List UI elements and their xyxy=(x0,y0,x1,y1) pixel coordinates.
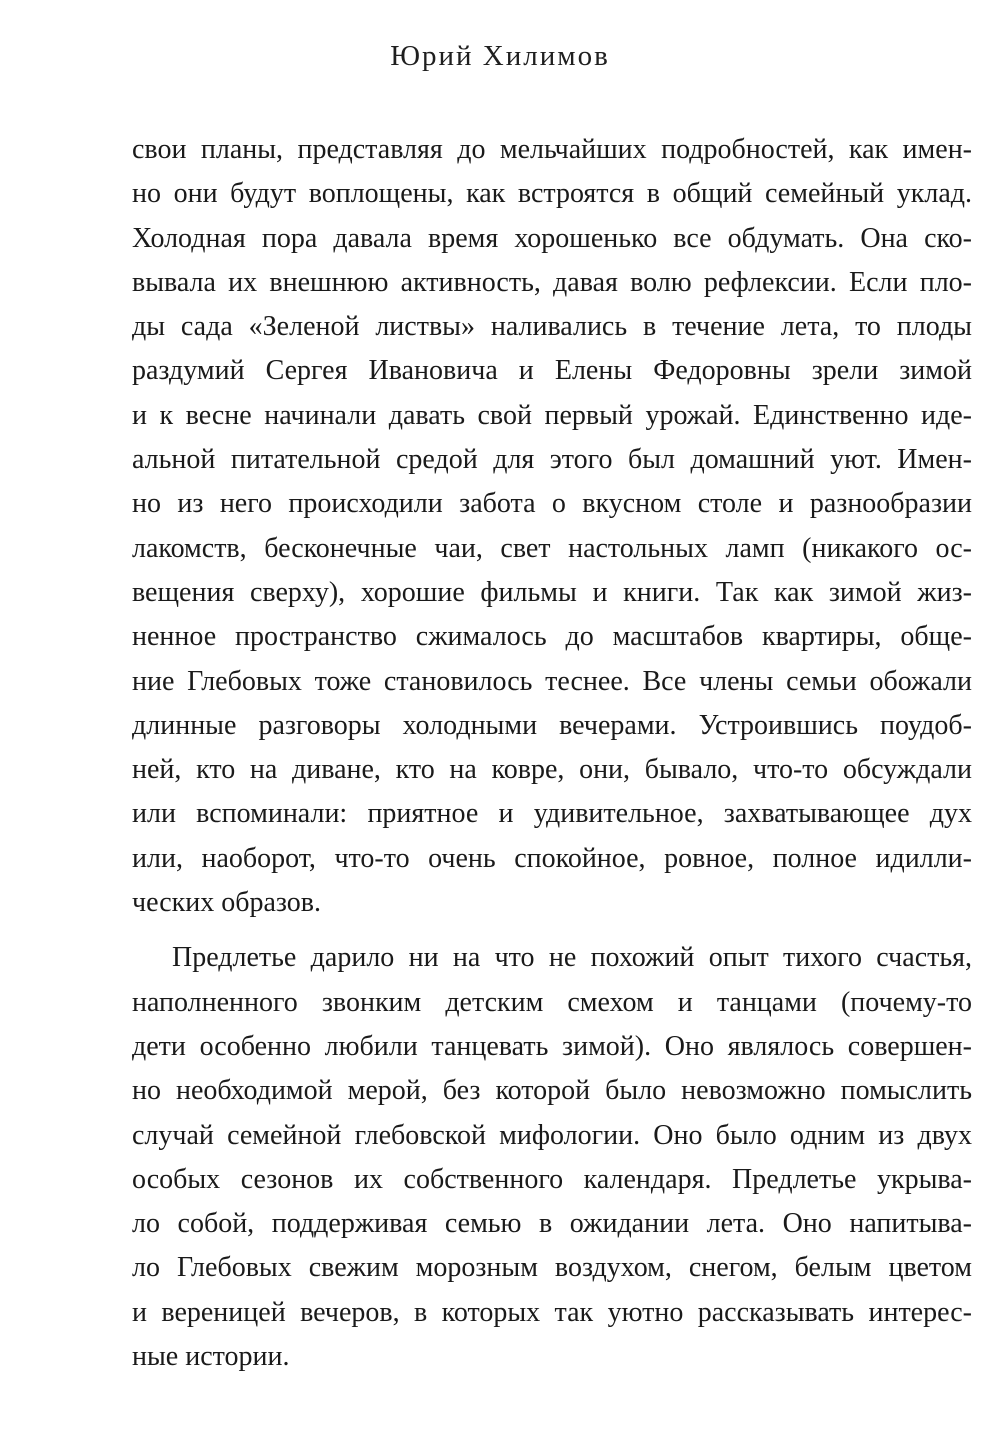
text-line: и к весне начинали давать свой первый урожай. Единственно иде- xyxy=(132,399,972,431)
text-line: ней, кто на диване, кто на ковре, они, бывало, что-то обсуждали xyxy=(132,754,972,786)
text-line: но они будут воплощены, как встроятся в общий семейный уклад. xyxy=(132,178,972,210)
running-header-author: Юрий Хилимов xyxy=(390,40,610,72)
text-line: случай семейной глебовской мифологии. Оно было одним из двух xyxy=(132,1119,972,1151)
paragraph-1 xyxy=(132,128,972,925)
text-line: Холодная пора давала время хорошенько все обдумать. Она ско- xyxy=(132,222,972,254)
text-line: длинные разговоры холодными вечерами. Устроившись поудоб- xyxy=(132,709,972,741)
paragraph-2 xyxy=(132,936,972,1379)
text-line: или, наоборот, что-то очень спокойное, ровное, полное идилли- xyxy=(132,842,972,874)
text-line: лакомств, бесконечные чаи, свет настольных ламп (никакого ос- xyxy=(132,532,972,564)
text-line: ненное пространство сжималось до масштабов квартиры, обще- xyxy=(132,621,972,653)
text-line: вещения сверху), хорошие фильмы и книги. Так как зимой жиз- xyxy=(132,576,972,608)
text-line: ды сада «Зеленой листвы» наливались в течение лета, то плоды xyxy=(132,311,972,343)
text-line: ло собой, поддерживая семью в ожидании лета. Оно напитыва- xyxy=(132,1208,972,1240)
text-line: свои планы, представляя до мельчайших подробностей, как имен- xyxy=(132,134,972,165)
paragraph-spacer xyxy=(132,925,972,936)
text-line: и вереницей вечеров, в которых так уютно рассказывать интерес- xyxy=(132,1296,972,1328)
text-line: но необходимой мерой, без которой было невозможно помыслить xyxy=(132,1075,972,1107)
text-line: альной питательной средой для этого был домашний уют. Имен- xyxy=(132,444,972,476)
text-line: но из него происходили забота о вкусном столе и разнообразии xyxy=(132,488,972,520)
text-line: ческих образов. xyxy=(132,887,322,919)
text-line: ные истории. xyxy=(132,1341,290,1373)
text-line: Предлетье дарило ни на что не похожий опыт тихого счастья, xyxy=(172,942,972,974)
text-line: ло Глебовых свежим морозным воздухом, снегом, белым цветом xyxy=(132,1252,972,1284)
text-line: раздумий Сергея Ивановича и Елены Федоровны зрели зимой xyxy=(132,355,972,387)
body-text xyxy=(132,128,972,1379)
text-line: наполненного звонким детским смехом и танцами (почему-то xyxy=(132,986,972,1018)
text-line: ние Глебовых тоже становилось теснее. Все члены семьи обожали xyxy=(132,665,972,697)
text-line: или вспоминали: приятное и удивительное, захватывающее дух xyxy=(132,798,972,830)
text-line: вывала их внешнюю активность, давая волю рефлексии. Если пло- xyxy=(132,266,972,298)
text-line: дети особенно любили танцевать зимой). Оно являлось совершен- xyxy=(132,1030,972,1062)
text-line: особых сезонов их собственного календаря. Предлетье укрыва- xyxy=(132,1163,972,1195)
